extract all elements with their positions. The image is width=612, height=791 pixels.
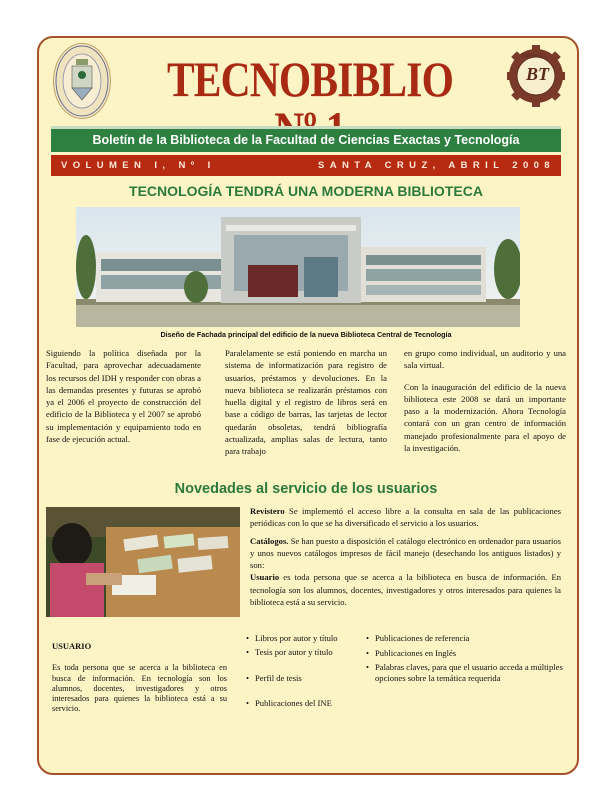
- usuario-sidebar-title: USUARIO: [52, 641, 92, 651]
- usuario-sidebar: [52, 641, 227, 715]
- usuario-label: Usuario: [250, 572, 280, 583]
- logo-label: Biblioteca: [521, 53, 543, 59]
- logo-monogram: BT: [526, 64, 550, 84]
- subtitle-text: Boletín de la Biblioteca de la Facultad de Ciencias Exactas y Tecnología: [92, 133, 520, 147]
- library-facade-image: [76, 207, 520, 327]
- catalog-list-right: [366, 633, 566, 687]
- list-item: • Publicaciones en Inglés: [366, 648, 566, 659]
- catalogos-paragraph: [250, 535, 561, 571]
- list-item: • Publicaciones del INE: [246, 698, 366, 708]
- column-1-text: Siguiendo la política diseñada por la Facultad, para aprovechar adecuadamente los recursos del IDH y responder con obras a las demandas presentes y futuras se aprobó ya el 2006 el proyecto de construcción del edificio de la Biblioteca y el 2007 se aprobó su implementación y equipamiento todo en fase de ejecución actual.: [46, 348, 201, 445]
- usuario-paragraph: [250, 571, 561, 607]
- catalogos-text: Se han puesto a disposición el catálogo electrónico en ordenador para usuarios y unos nuevos catálogos impresos de fácil manejo (desechando los antiguos listados) y son:: [250, 536, 561, 571]
- catalogos-label: Catálogos.: [250, 536, 289, 547]
- library-gear-logo: [507, 44, 565, 108]
- volume-text: VOLUMEN I, Nº I: [61, 160, 216, 171]
- image-caption: Diseño de Fachada principal del edificio de la nueva Biblioteca Central de Tecnología: [160, 330, 452, 339]
- article-column-3: [404, 347, 566, 463]
- column-3-text-b: Con la inauguración del edificio de la nueva biblioteca este 2008 se dará un importante paso a la modernización. Ahora Tecnología contará con un gran centro de información manejado profesionalmente para el apoyo de la investigación.: [404, 381, 566, 454]
- issue-banner: [51, 155, 561, 176]
- list-item: • Publicaciones de referencia: [366, 633, 566, 644]
- revistero-text: Se implementó el acceso libre a la consulta en sala de las publicaciones periódicas con lo que se ha diversificado el servicio a los usuarios.: [250, 506, 561, 529]
- catalog-list-left: [246, 633, 366, 708]
- article-headline: TECNOLOGÍA TENDRÁ UNA MODERNA BIBLIOTECA: [129, 183, 483, 199]
- newsletter-title: TECNOBIBLIO: [166, 51, 454, 107]
- usuario-sidebar-text: Es toda persona que se acerca a la biblioteca en busca de información. En tecnología son los alumnos, docentes, investigadores y otros interesados para quienes la biblioteca está a su servicio.: [52, 663, 227, 714]
- list-item: • Libros por autor y título: [246, 633, 366, 643]
- services-text: [250, 505, 561, 614]
- article-column-1: [46, 347, 201, 454]
- article-column-2: [225, 347, 387, 467]
- usuario-text: es toda persona que se acerca a la biblioteca en busca de información. En tecnología son los alumnos, docentes, investigadores y otros interesados para quienes la biblioteca está a su servicio.: [250, 572, 561, 607]
- revistero-paragraph: [250, 505, 561, 529]
- student-reading-image: [46, 507, 240, 617]
- subtitle-banner: [51, 126, 561, 152]
- revistero-label: Revistero: [250, 506, 285, 516]
- column-3-text-a: en grupo como individual, un auditorio y una sala virtual.: [404, 348, 566, 371]
- date-text: SANTA CRUZ, ABRIL 2008: [317, 160, 555, 171]
- column-2-text: Paralelamente se está poniendo en marcha un sistema de informatización para registro de usuarios, préstamos y devoluciones. En la nueva biblioteca se realizarán préstamos con huella digital y el registro de libros será en base a código de barras, las tarjetas de lector quedarán obsoletas, tendrá bibliografía actualizada, amplias salas de lectura, tanto para trabajo: [225, 348, 387, 457]
- list-item: • Perfil de tesis: [246, 673, 366, 683]
- list-item: • Tesis por autor y título: [246, 647, 366, 657]
- university-seal-logo: [53, 43, 111, 119]
- section-headline: Novedades al servicio de los usuarios: [174, 481, 438, 497]
- list-item: • Palabras claves, para que el usuario acceda a múltiples opciones sobre la temática requerida: [366, 662, 566, 683]
